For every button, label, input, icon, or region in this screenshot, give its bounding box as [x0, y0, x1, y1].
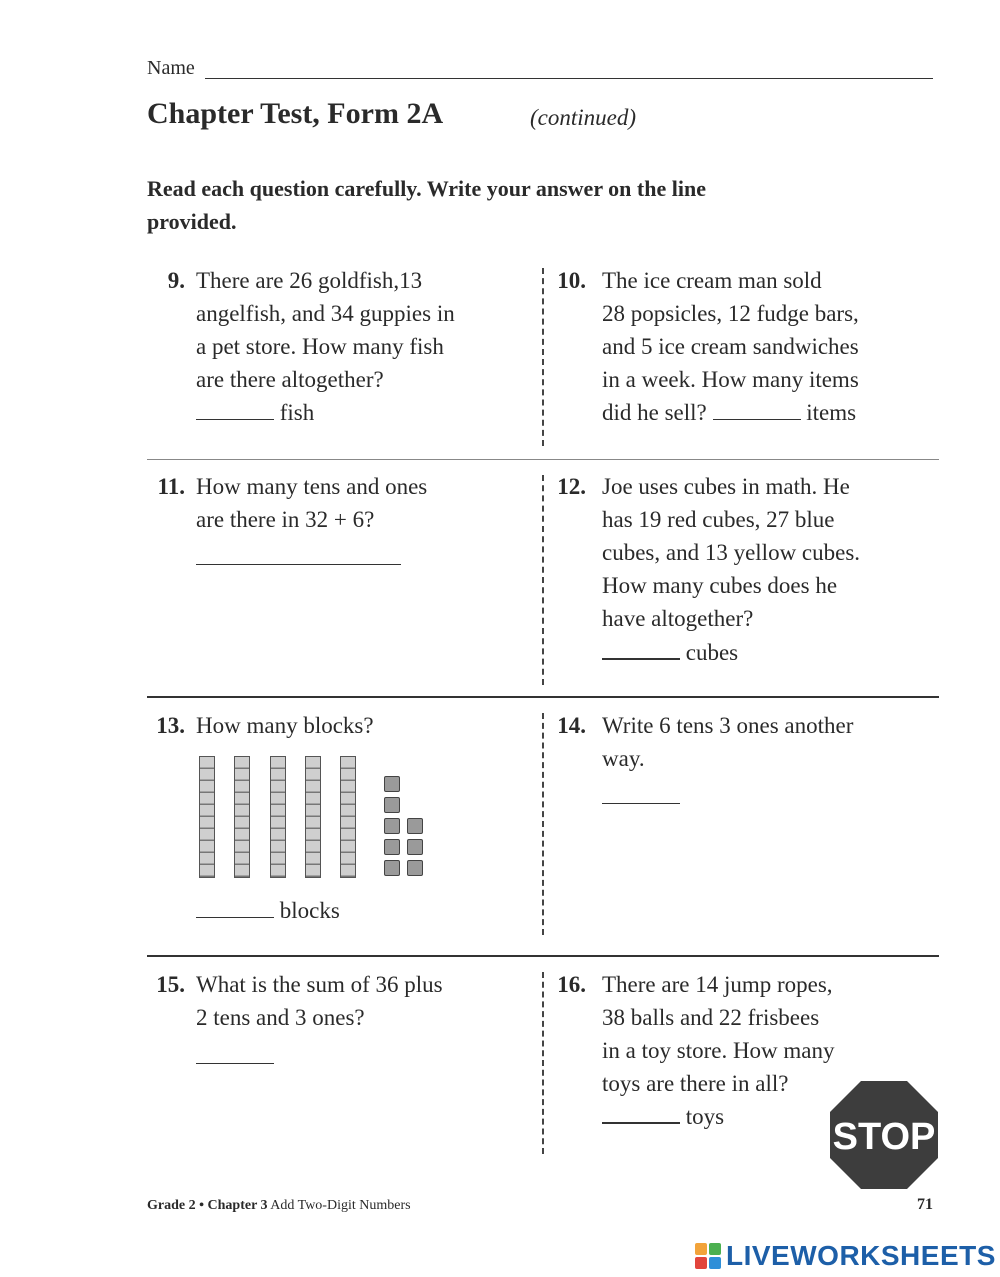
- stop-label: STOP: [832, 1116, 936, 1158]
- page-number: 71: [917, 1196, 933, 1213]
- column-divider: [542, 475, 544, 685]
- column-divider: [542, 268, 544, 446]
- answer-unit: cubes: [685, 640, 739, 665]
- question-text: There are 14 jump ropes, 38 balls and 22 frisbees in a toy store. How many toys are there in all?: [602, 972, 835, 1096]
- answer-row: [602, 396, 942, 429]
- brand-name[interactable]: LIVEWORKSHEETS: [726, 1240, 996, 1271]
- question-text: Write 6 tens 3 ones another way.: [602, 713, 854, 771]
- answer-line[interactable]: [196, 542, 401, 565]
- ones-cube: [407, 839, 423, 855]
- row-divider: [147, 696, 939, 698]
- footer-chapter: [147, 1198, 411, 1214]
- ones-cube: [384, 839, 400, 855]
- footer-grade-chapter: Grade 2 • Chapter 3: [147, 1198, 268, 1213]
- question-number: 16.: [557, 972, 586, 997]
- ones-cube: [384, 776, 400, 792]
- answer-line[interactable]: [196, 1041, 274, 1064]
- page-subtitle: (continued): [530, 105, 637, 130]
- answer-unit: toys: [685, 1104, 725, 1129]
- column-divider: [542, 713, 544, 935]
- tens-rod: [270, 756, 286, 878]
- question-text: Joe uses cubes in math. He has 19 red cubes, 27 blue cubes, and 13 yellow cubes. How many cubes does he have altogether?: [602, 474, 861, 631]
- ones-cube: [407, 860, 423, 876]
- footer-chapter-title: Add Two-Digit Numbers: [270, 1198, 411, 1213]
- name-answer-line[interactable]: [205, 78, 933, 79]
- liveworksheets-logo-icon: [695, 1243, 721, 1269]
- answer-row: [602, 636, 902, 669]
- answer-line[interactable]: [196, 895, 274, 918]
- row-divider: [147, 459, 939, 460]
- name-label: Name: [147, 57, 195, 79]
- answer-unit: items: [806, 400, 857, 425]
- tens-rod: [199, 756, 215, 878]
- answer-line[interactable]: [602, 636, 680, 660]
- ones-cube: [407, 818, 423, 834]
- question-text: There are 26 goldfish,13 angelfish, and 34 guppies in a pet store. How many fish are there altogether?: [196, 268, 455, 392]
- row-divider: [147, 955, 939, 957]
- question-text-end: did he sell?: [602, 400, 707, 425]
- tens-rod: [234, 756, 250, 878]
- question-number: 15.: [156, 972, 185, 997]
- answer-line[interactable]: [602, 1100, 680, 1124]
- question-number: 12.: [557, 474, 586, 499]
- answer-row: [196, 894, 496, 927]
- answer-line[interactable]: [602, 781, 680, 804]
- question-number: 14.: [557, 713, 586, 738]
- question-number: 11.: [157, 474, 185, 499]
- tens-rod: [305, 756, 321, 878]
- question-number: 13.: [156, 713, 185, 738]
- column-divider: [542, 972, 544, 1154]
- question-text: How many tens and ones are there in 32 + 6?: [196, 474, 428, 532]
- question-text: What is the sum of 36 plus 2 tens and 3 ones?: [196, 972, 443, 1030]
- answer-line[interactable]: [196, 397, 274, 420]
- answer-unit: blocks: [279, 898, 340, 923]
- page-title: Chapter Test, Form 2A: [147, 97, 444, 130]
- question-text: How many blocks?: [196, 713, 374, 738]
- question-number: 9.: [167, 268, 185, 293]
- tens-rod: [340, 756, 356, 878]
- question-text: The ice cream man sold 28 popsicles, 12 fudge bars, and 5 ice cream sandwiches in a week. How many items: [602, 268, 859, 392]
- answer-row: [196, 396, 496, 429]
- stop-sign-icon: [828, 1079, 940, 1191]
- ones-cube: [384, 797, 400, 813]
- ones-cube: [384, 860, 400, 876]
- ones-cube: [384, 818, 400, 834]
- answer-unit: fish: [279, 400, 315, 425]
- question-number: 10.: [557, 268, 586, 293]
- answer-line[interactable]: [713, 397, 801, 420]
- instructions: Read each question carefully. Write your answer on the line provided.: [147, 176, 706, 234]
